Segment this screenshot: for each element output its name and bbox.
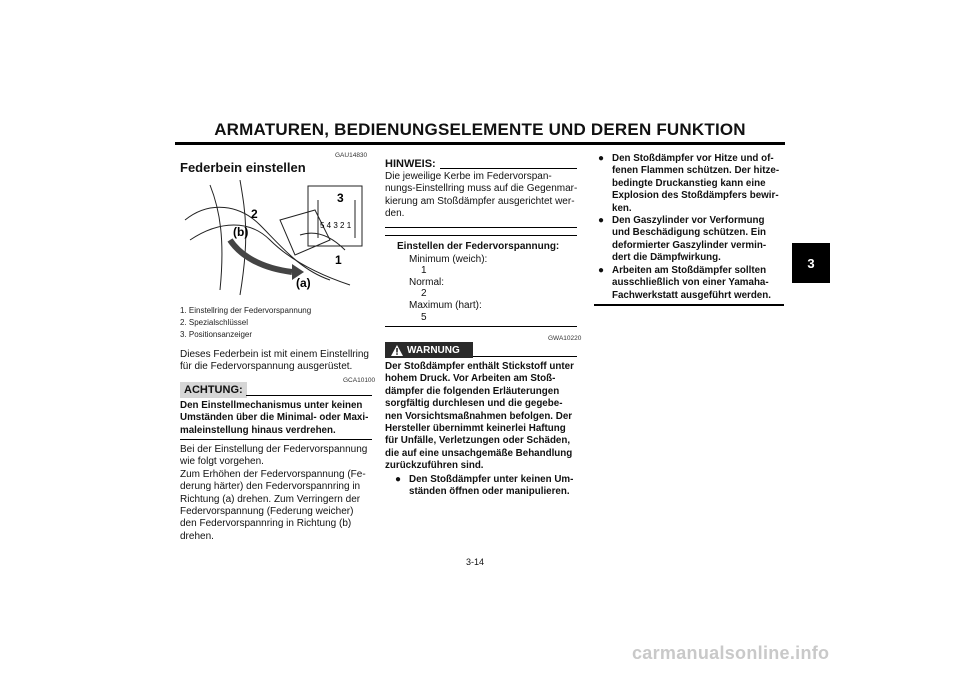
achtung-text: Den Einstellmechanismus unter keinen Umständen über die Minimal- oder Maxi-maleinstellung hinaus verdrehen. (180, 400, 369, 436)
warning-triangle-icon (391, 345, 403, 356)
hinweis-rule (440, 168, 577, 169)
box-line-min: Minimum (weich): (409, 253, 488, 265)
page-header-title: ARMATUREN, BEDIENUNGSELEMENTE UND DEREN FUNKTION (214, 120, 746, 139)
bullet-icon: ● (598, 265, 605, 276)
box-value-min: 1 (421, 265, 427, 277)
preload-settings-box (385, 235, 577, 327)
hinweis-text: Die jeweilige Kerbe im Federvorspan-nungs-Einstellring muss auf die Gegenmar-kierung am Stoßdämpfer ausgerichtet wer-den. (385, 171, 578, 220)
achtung-code: GCA10100 (343, 377, 376, 384)
box-line-normal: Normal: (409, 276, 445, 288)
warn-code: GWA10220 (548, 335, 582, 342)
illustration (180, 180, 370, 298)
achtung-label: ACHTUNG: (180, 382, 247, 398)
hinweis-end-rule (385, 227, 577, 228)
figure-label-2: 2 (251, 207, 258, 221)
warn-bullet-text: Den Stoßdämpfer unter keinen Um-ständen öffnen oder manipulieren. (409, 474, 574, 498)
warnung-text-label: WARNUNG (407, 344, 460, 356)
figure-label-a: (a) (296, 276, 311, 290)
right-bullet-2 (598, 215, 784, 265)
warnung-label (385, 342, 473, 358)
procedure-text: Bei der Einstellung der Federvorspannung wie folgt vorgehen. Zum Erhöhen der Federvorspannung (Fe-derung härter) den Federvorspannring in Richtung (a) drehen. Zum Verringern der Federvorspannung (Federung weicher) den Federvorspannring in Richtung (b) drehen. (180, 444, 368, 542)
page-number: 3-14 (466, 557, 485, 567)
warn-bullet (395, 474, 578, 499)
shock-adjuster-figure (180, 180, 370, 298)
header-rule (175, 142, 785, 145)
achtung-end-rule (180, 439, 372, 440)
warn-text: Der Stoßdämpfer enthält Stickstoff unter hohem Druck. Vor Arbeiten am Stoß-dämpfer die folgenden Erläuterungen sorgfältig durchlesen und die gegebe-nen Vorsichtsmaßnahmen befolgen. Der Hersteller übernimmt keinerlei Haftung für Unfälle, Verletzungen oder Schäden, die auf eine unsachgemäße Behandlung zurückzuführen sind. (385, 361, 574, 472)
warn-rule (473, 356, 577, 357)
bullet-icon: ● (395, 474, 402, 485)
bullet-icon: ● (598, 215, 605, 226)
right-bullet-1-text: Den Stoßdämpfer vor Hitze und of-fenen Flammen schützen. Der hitze-bedingte Druckanstieg kann eine Explosion des Stoßdämpfers bewir-ken. (612, 153, 780, 214)
caption-1: 1. Einstellring der Federvorspannung (180, 306, 312, 315)
achtung-rule (246, 395, 372, 396)
section-title: Federbein einstellen (180, 160, 306, 175)
chapter-tab[interactable]: 3 (792, 243, 830, 283)
box-value-max: 5 (421, 311, 427, 323)
right-bullet-1 (598, 153, 784, 215)
warning-end-rule (594, 304, 784, 306)
caption-2: 2. Spezialschlüssel (180, 318, 249, 327)
box-line-max: Maximum (hart): (409, 299, 482, 311)
right-bullet-3 (598, 265, 784, 302)
box-title: Einstellen der Federvorspannung: (397, 241, 560, 252)
section-code: GAU14830 (335, 152, 368, 159)
bullet-icon: ● (598, 153, 605, 164)
figure-label-b: (b) (233, 225, 249, 239)
figure-label-1: 1 (335, 253, 342, 267)
right-bullet-2-text: Den Gaszylinder vor Verformung und Beschädigung schützen. Ein deformierter Gaszylinder vermin-dert die Dämpfwirkung. (612, 215, 767, 264)
box-value-normal: 2 (421, 288, 427, 300)
intro-text: Dieses Federbein ist mit einem Einstellring für die Federvorspannung ausgerüstet. (180, 349, 369, 373)
figure-captions (180, 305, 311, 341)
position-scale: 5 4 3 2 1 (320, 221, 352, 230)
hinweis-label: HINWEIS: (385, 158, 436, 170)
right-bullet-3-text: Arbeiten am Stoßdämpfer sollten ausschließlich von einer Yamaha-Fachwerkstatt ausgeführt werden. (612, 265, 771, 301)
figure-label-3: 3 (337, 191, 344, 205)
watermark: carmanualsonline.info (632, 643, 830, 663)
caption-3: 3. Positionsanzeiger (180, 330, 253, 339)
